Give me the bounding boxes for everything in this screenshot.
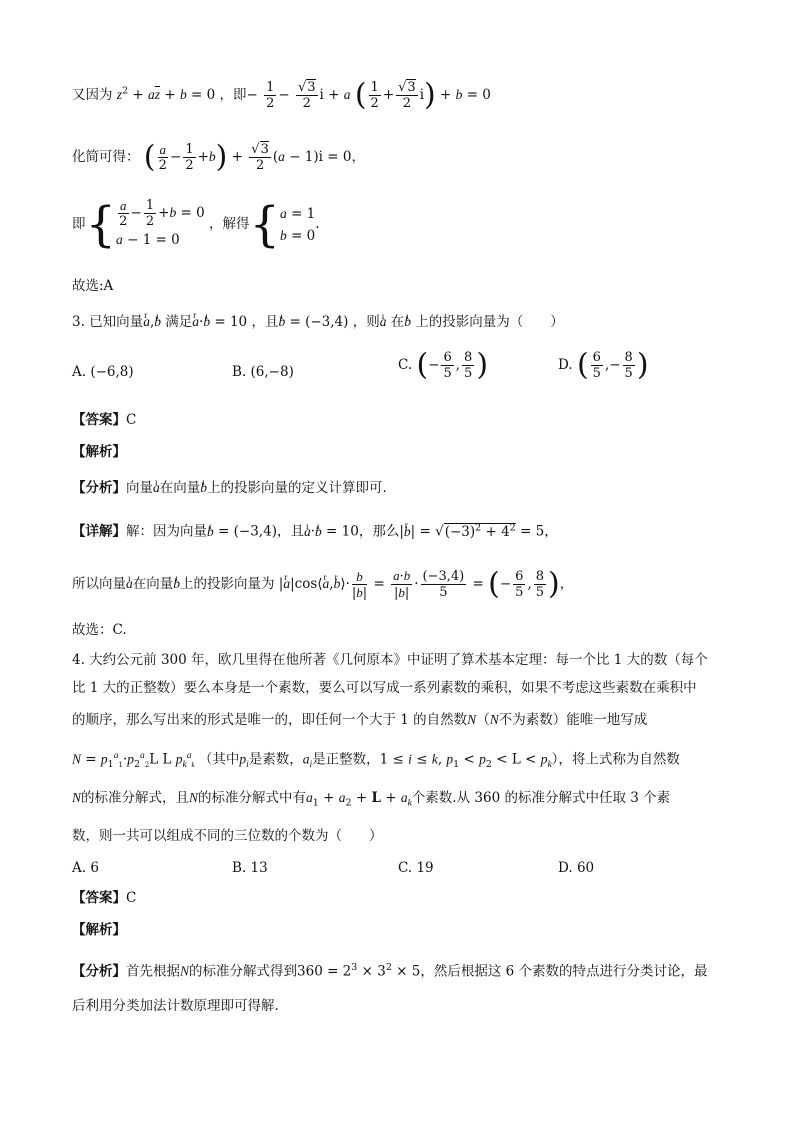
q3-stem: 3. 已知向量r a,ı b 满足r a·ı b = 10 ，且ı b = (−3,4) ，则ı a 在ı b 上的投影向量为（ ） — [72, 312, 564, 332]
q4-jiexi: 【解析】 — [72, 922, 126, 938]
q4-option-c: C. 19 — [398, 860, 434, 876]
q4-line-4: $N = p_1^a_1\cdot p_2^a_2L$ L $p_k^a_k$ （其中$p_i$是素数，$a_i$是正整数，1 ≤ i ≤ k, $p_1 < p_2 < L < p_k$），将上式称为自然数 — [72, 751, 680, 771]
q4-line-3: 的顺序，那么写出来的形式是唯一的，即任何一个大于 1 的自然数N（N不为素数）能唯一地写成 — [72, 712, 648, 728]
q3-choose-c: 故选：C. — [72, 622, 127, 638]
q4-line-1: 4. 大约公元前 300 年，欧几里得在他所著《几何原本》中证明了算术基本定理：每一个比 1 大的数（每个 — [72, 652, 708, 668]
q4-option-b: B. 13 — [232, 860, 268, 876]
q4-line-6: 数，则一共可以组成不同的三位数的个数为（ ） — [72, 828, 383, 844]
q4-option-a: A. 6 — [72, 860, 99, 876]
q4-option-d: D. 60 — [558, 860, 595, 876]
q3-answer: 【答案】C — [72, 412, 137, 428]
q4-fenxi: 【分析】首先根据N的标准分解式得到$360 = 2^3 \times 3^2 \times 5$，然后根据这 6 个素数的特点进行分类讨论，最 — [72, 962, 708, 980]
q3-suoyi: 所以向量ı a在向量ı b上的投影向量为 |r a|cos⟨r a,r b⟩· $\frac{b}{|b|}$ = $\frac{a\cdot b}{|b|}$ · $\frac{(-3,4)}{5}$ = (− $\frac{6}{5}$ , $\frac{8}{5}$ )， — [72, 568, 573, 601]
line-choose-a: 故选:A — [72, 278, 114, 294]
q3-option-a: A. (−6,8) — [72, 364, 134, 380]
q4-fenxi-line-2: 后利用分类加法计数原理即可得解. — [72, 998, 279, 1014]
q3-option-b: B. (6,−8) — [232, 364, 294, 380]
q4-line-2: 比 1 大的正整数）要么本身是一个素数，要么可以写成一系列素数的乘积，如果不考虑这些素数在乘积中 — [72, 680, 697, 696]
q3-xiangjie: 【详解】解：因为向量ı b = (−3,4)，且ı a·ı b = 10，那么|r $b| = √(-3)^2 + 4^2 = 5$， — [72, 518, 558, 542]
q4-answer: 【答案】C — [72, 890, 137, 906]
q3-option-d: D. ( $\frac{6}{5}$ ,− $\frac{8}{5}$ ) — [558, 347, 649, 383]
line-system: 即{ $\frac{a}{2}$ − $\frac{1}{2}$ +b = 0 a − 1 = 0 ，解得{ a = 1 b = 0 . — [72, 196, 320, 253]
q3-jiexi: 【解析】 — [72, 444, 126, 460]
line-simplify: 化简可得： ( $\frac{a}{2}$ − $\frac{1}{2}$ +b) + $\frac{√3}{2}$ (a − 1)i = 0， — [72, 139, 365, 175]
line-z-equation: 又因为 $z^2 + a\overline{z} + b = 0$ ，即− $\frac{1}{2}$ − $\frac{√3}{2}$ i + a ( $\frac{1}{2}$ + $\frac{√3}{2}$ i) + b = 0 — [72, 77, 491, 113]
q4-options — [72, 858, 712, 880]
q4-line-5: N的标准分解式，且N的标准分解式中有$a_1 + a_2 + L + a_k$个素数.从 360 的标准分解式中任取 3 个素 — [72, 790, 671, 809]
q3-option-c: C. (− $\frac{6}{5}$ , $\frac{8}{5}$ ) — [398, 347, 489, 383]
q3-options — [72, 347, 712, 388]
q3-fenxi: 【分析】向量ı a在向量ı b上的投影向量的定义计算即可. — [72, 478, 387, 498]
